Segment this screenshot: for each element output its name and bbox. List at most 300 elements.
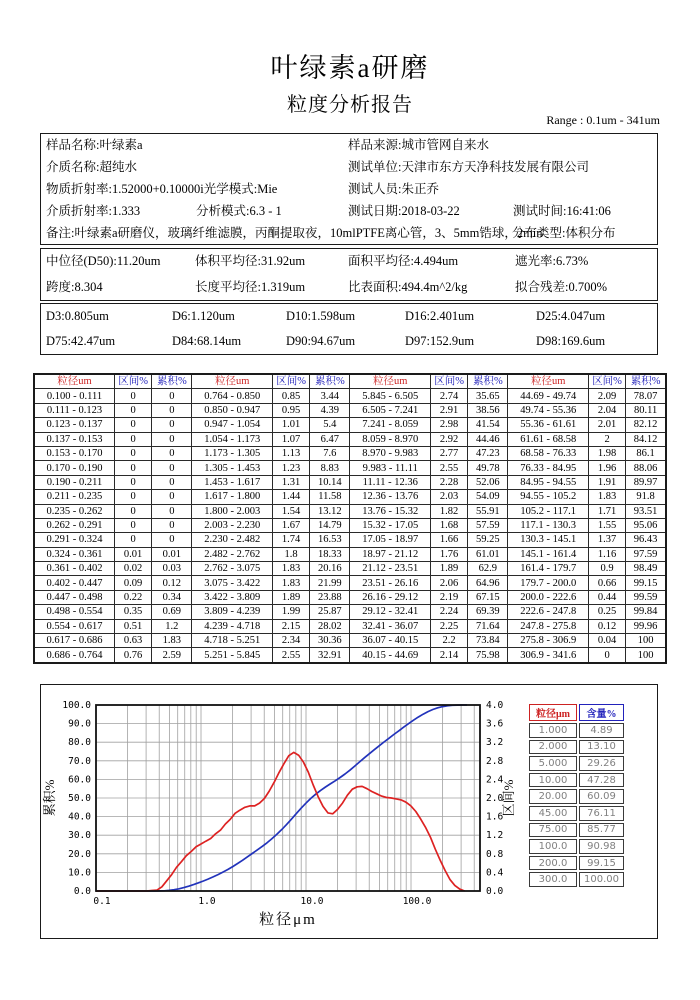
- table-cell: 5.4: [310, 418, 350, 432]
- table-cell: 0.235 - 0.262: [34, 504, 115, 518]
- table-cell: 2.28: [430, 475, 467, 489]
- table-row: [34, 619, 666, 633]
- y-left-tick-label: 100.0: [62, 700, 91, 711]
- table-cell: 1.8: [272, 547, 309, 561]
- table-cell: 0.25: [588, 605, 625, 619]
- table-cell: 1.98: [588, 446, 625, 460]
- table-cell: 99.59: [626, 590, 666, 604]
- x-axis-title: 粒径μm: [259, 912, 317, 928]
- table-cell: 2.74: [430, 389, 467, 403]
- table-cell: 44.46: [468, 432, 508, 446]
- table-cell: 4.39: [310, 403, 350, 417]
- table-cell: 52.06: [468, 475, 508, 489]
- table-row: [34, 590, 666, 604]
- table-cell: 1.83: [152, 634, 192, 648]
- table-cell: 0.95: [272, 403, 309, 417]
- table-cell: 14.79: [310, 518, 350, 532]
- summary-row: [529, 789, 624, 804]
- summary-cell: 20.00: [529, 789, 577, 804]
- table-cell: 12.36 - 13.76: [350, 490, 431, 504]
- table-cell: 21.12 - 23.51: [350, 562, 431, 576]
- summary-cell: 10.00: [529, 773, 577, 788]
- field-value: 测试日期:2018-03-22: [348, 204, 460, 218]
- table-row: [34, 403, 666, 417]
- table-cell: 94.55 - 105.2: [508, 490, 589, 504]
- y-right-axis-title: 区间%: [501, 779, 516, 817]
- table-cell: 0.170 - 0.190: [34, 461, 115, 475]
- summary-row: [529, 856, 624, 871]
- field-value: D84:68.14um: [172, 334, 242, 348]
- table-cell: 1.800 - 2.003: [192, 504, 273, 518]
- table-cell: 2.230 - 2.482: [192, 533, 273, 547]
- table-cell: 38.56: [468, 403, 508, 417]
- table-cell: 1.91: [588, 475, 625, 489]
- table-cell: 0: [152, 432, 192, 446]
- y-left-tick-label: 10.0: [68, 867, 91, 879]
- table-cell: 3.809 - 4.239: [192, 605, 273, 619]
- table-cell: 82.12: [626, 418, 666, 432]
- table-cell: 2.59: [152, 648, 192, 663]
- y-right-tick-label: 2.8: [486, 755, 504, 767]
- table-cell: 98.49: [626, 562, 666, 576]
- table-cell: 1.71: [588, 504, 625, 518]
- table-cell: 0.09: [115, 576, 152, 590]
- table-cell: 0.12: [152, 576, 192, 590]
- table-cell: 0.12: [588, 619, 625, 633]
- table-cell: 2.2: [430, 634, 467, 648]
- field-value: D98:169.6um: [536, 334, 606, 348]
- report-subtitle: 粒度分析报告: [287, 94, 413, 116]
- summary-row: [529, 872, 624, 887]
- table-cell: 1.44: [272, 490, 309, 504]
- table-cell: 0: [115, 518, 152, 532]
- table-cell: 9.983 - 11.11: [350, 461, 431, 475]
- table-cell: 0.100 - 0.111: [34, 389, 115, 403]
- field-row: [41, 249, 657, 275]
- table-cell: 0.02: [115, 562, 152, 576]
- table-cell: 8.059 - 8.970: [350, 432, 431, 446]
- table-cell: 2.14: [430, 648, 467, 663]
- summary-cell: 100.00: [579, 872, 624, 887]
- table-cell: 0.34: [152, 590, 192, 604]
- table-cell: 0.76: [115, 648, 152, 663]
- table-cell: 1.89: [272, 590, 309, 604]
- table-cell: 2.25: [430, 619, 467, 633]
- table-cell: 2.04: [588, 403, 625, 417]
- table-cell: 0.9: [588, 562, 625, 576]
- table-cell: 0.85: [272, 389, 309, 403]
- table-cell: 2.482 - 2.762: [192, 547, 273, 561]
- summary-cell: 76.11: [579, 806, 624, 821]
- field-value: D90:94.67um: [286, 334, 356, 348]
- x-tick-label: 100.0: [402, 896, 432, 907]
- summary-row: [529, 723, 624, 738]
- table-cell: 8.970 - 9.983: [350, 446, 431, 460]
- table-row: [34, 446, 666, 460]
- y-right-tick-label: 0.0: [486, 886, 504, 897]
- table-cell: 49.78: [468, 461, 508, 475]
- table-cell: 32.91: [310, 648, 350, 663]
- table-cell: 1.83: [272, 562, 309, 576]
- table-row: [34, 634, 666, 648]
- table-cell: 13.76 - 15.32: [350, 504, 431, 518]
- table-cell: 0: [115, 533, 152, 547]
- field-row: [41, 200, 657, 222]
- table-cell: 1.01: [272, 418, 309, 432]
- y-left-tick-label: 20.0: [68, 848, 91, 860]
- table-cell: 2.77: [430, 446, 467, 460]
- table-cell: 59.25: [468, 533, 508, 547]
- table-cell: 1.66: [430, 533, 467, 547]
- table-cell: 0: [152, 490, 192, 504]
- table-cell: 222.6 - 247.8: [508, 605, 589, 619]
- field-value: 分析模式:6.3 - 1: [196, 204, 282, 218]
- table-cell: 30.36: [310, 634, 350, 648]
- distribution-table: [33, 373, 667, 664]
- table-cell: 161.4 - 179.7: [508, 562, 589, 576]
- summary-cell: 13.10: [579, 740, 624, 755]
- y-left-tick-label: 60.0: [68, 774, 91, 786]
- table-cell: 2.06: [430, 576, 467, 590]
- table-cell: 20.16: [310, 562, 350, 576]
- table-cell: 0.211 - 0.235: [34, 490, 115, 504]
- table-cell: 0: [115, 403, 152, 417]
- field-value: 分布类型:体积分布: [512, 226, 616, 240]
- x-tick-label: 1.0: [198, 896, 216, 907]
- table-cell: 15.32 - 17.05: [350, 518, 431, 532]
- table-cell: 16.53: [310, 533, 350, 547]
- table-cell: 2.24: [430, 605, 467, 619]
- table-cell: 0.01: [152, 547, 192, 561]
- report-title: 叶绿素a研磨: [270, 53, 430, 83]
- sample-info-panel: [40, 133, 658, 245]
- table-cell: 23.51 - 26.16: [350, 576, 431, 590]
- table-cell: 0: [115, 432, 152, 446]
- percentile-panel: [40, 303, 658, 355]
- y-left-axis-title: 累积%: [42, 779, 57, 817]
- table-row: [34, 648, 666, 663]
- table-row: [34, 547, 666, 561]
- table-cell: 0.764 - 0.850: [192, 389, 273, 403]
- table-cell: 0: [588, 648, 625, 663]
- field-value: 面积平均径:4.494um: [348, 254, 459, 268]
- field-value: 样品名称:叶绿素a: [46, 138, 143, 152]
- y-right-tick-label: 0.8: [486, 848, 504, 860]
- table-cell: 47.23: [468, 446, 508, 460]
- y-right-tick-label: 3.2: [486, 737, 504, 749]
- table-row: [34, 576, 666, 590]
- field-row: [41, 222, 657, 244]
- table-cell: 0: [115, 504, 152, 518]
- table-cell: 0: [115, 389, 152, 403]
- column-header-cumulative: 累积%: [468, 374, 508, 389]
- table-cell: 0: [115, 418, 152, 432]
- table-cell: 99.15: [626, 576, 666, 590]
- table-cell: 68.58 - 76.33: [508, 446, 589, 460]
- summary-cell: 75.00: [529, 823, 577, 838]
- field-value: 测试单位:天津市东方天净科技发展有限公司: [348, 160, 589, 174]
- table-cell: 32.41 - 36.07: [350, 619, 431, 633]
- y-left-tick-label: 40.0: [68, 811, 91, 823]
- table-cell: 97.59: [626, 547, 666, 561]
- table-cell: 84.12: [626, 432, 666, 446]
- table-row: [34, 418, 666, 432]
- table-cell: 0.498 - 0.554: [34, 605, 115, 619]
- table-cell: 26.16 - 29.12: [350, 590, 431, 604]
- table-cell: 179.7 - 200.0: [508, 576, 589, 590]
- table-cell: 3.422 - 3.809: [192, 590, 273, 604]
- summary-cell: 45.00: [529, 806, 577, 821]
- summary-cell: 300.0: [529, 872, 577, 887]
- field-value: D75:42.47um: [46, 334, 116, 348]
- table-cell: 93.51: [626, 504, 666, 518]
- table-row: [34, 432, 666, 446]
- summary-header: 粒径μm: [529, 704, 577, 721]
- table-cell: 2.762 - 3.075: [192, 562, 273, 576]
- column-header-size: 粒径um: [350, 374, 431, 389]
- table-row: [34, 562, 666, 576]
- y-right-tick-label: 3.6: [486, 718, 504, 730]
- table-cell: 100: [626, 634, 666, 648]
- table-cell: 1.76: [430, 547, 467, 561]
- column-header-interval: 区间%: [272, 374, 309, 389]
- field-value: 拟合残差:0.700%: [515, 279, 608, 294]
- field-value: D10:1.598um: [286, 309, 356, 323]
- table-cell: 84.95 - 94.55: [508, 475, 589, 489]
- summary-row: [529, 839, 624, 854]
- summary-header: 含量%: [579, 704, 624, 721]
- table-cell: 0: [115, 446, 152, 460]
- summary-cell: 4.89: [579, 723, 624, 738]
- field-value: D6:1.120um: [172, 309, 235, 323]
- table-cell: 2.55: [430, 461, 467, 475]
- table-cell: 0.617 - 0.686: [34, 634, 115, 648]
- table-cell: 1.67: [272, 518, 309, 532]
- table-cell: 54.09: [468, 490, 508, 504]
- column-header-cumulative: 累积%: [310, 374, 350, 389]
- y-right-tick-label: 2.0: [486, 793, 504, 804]
- table-cell: 2.003 - 2.230: [192, 518, 273, 532]
- table-cell: 275.8 - 306.9: [508, 634, 589, 648]
- range-label: Range : 0.1um - 341um: [546, 113, 660, 127]
- table-cell: 80.11: [626, 403, 666, 417]
- chart-panel: [40, 684, 658, 939]
- table-cell: 0.22: [115, 590, 152, 604]
- summary-cell: 85.77: [579, 823, 624, 838]
- table-cell: 0.111 - 0.123: [34, 403, 115, 417]
- table-cell: 86.1: [626, 446, 666, 460]
- table-cell: 1.305 - 1.453: [192, 461, 273, 475]
- table-cell: 1.2: [152, 619, 192, 633]
- table-cell: 1.37: [588, 533, 625, 547]
- summary-cell: 200.0: [529, 856, 577, 871]
- table-cell: 306.9 - 341.6: [508, 648, 589, 663]
- table-cell: 61.61 - 68.58: [508, 432, 589, 446]
- summary-cell: 29.26: [579, 756, 624, 771]
- field-value: 长度平均径:1.319um: [195, 279, 306, 294]
- table-cell: 35.65: [468, 389, 508, 403]
- table-cell: 1.83: [272, 576, 309, 590]
- summary-cell: 1.000: [529, 723, 577, 738]
- table-cell: 2: [588, 432, 625, 446]
- table-cell: 0.51: [115, 619, 152, 633]
- summary-cell: 47.28: [579, 773, 624, 788]
- table-cell: 2.34: [272, 634, 309, 648]
- table-row: [34, 518, 666, 532]
- y-right-tick-label: 1.2: [486, 830, 504, 842]
- column-header-interval: 区间%: [115, 374, 152, 389]
- table-cell: 1.054 - 1.173: [192, 432, 273, 446]
- table-cell: 55.36 - 61.61: [508, 418, 589, 432]
- table-cell: 100: [626, 648, 666, 663]
- field-value: 物质折射率:1.52000+0.10000i: [46, 182, 204, 196]
- table-cell: 73.84: [468, 634, 508, 648]
- summary-row: [529, 740, 624, 755]
- field-value: 介质名称:超纯水: [46, 160, 137, 174]
- table-cell: 0: [115, 461, 152, 475]
- table-cell: 7.241 - 8.059: [350, 418, 431, 432]
- column-header-size: 粒径um: [34, 374, 115, 389]
- table-cell: 95.06: [626, 518, 666, 532]
- summary-row: [529, 823, 624, 838]
- table-cell: 2.15: [272, 619, 309, 633]
- table-cell: 0: [152, 418, 192, 432]
- table-cell: 0: [152, 461, 192, 475]
- table-cell: 0.402 - 0.447: [34, 576, 115, 590]
- table-cell: 7.6: [310, 446, 350, 460]
- field-value: 体积平均径:31.92um: [195, 254, 306, 268]
- table-cell: 4.239 - 4.718: [192, 619, 273, 633]
- x-tick-label: 0.1: [93, 896, 111, 907]
- table-cell: 0.69: [152, 605, 192, 619]
- table-cell: 0.447 - 0.498: [34, 590, 115, 604]
- y-left-tick-label: 0.0: [73, 886, 91, 897]
- table-cell: 10.14: [310, 475, 350, 489]
- table-cell: 0: [152, 533, 192, 547]
- table-row: [34, 490, 666, 504]
- table-cell: 64.96: [468, 576, 508, 590]
- y-right-tick-label: 2.4: [486, 774, 504, 786]
- table-cell: 1.55: [588, 518, 625, 532]
- field-value: 测试时间:16:41:06: [513, 204, 611, 218]
- summary-cell: 5.000: [529, 756, 577, 771]
- table-cell: 18.97 - 21.12: [350, 547, 431, 561]
- table-cell: 0.262 - 0.291: [34, 518, 115, 532]
- field-row: [41, 275, 657, 301]
- field-value: 比表面积:494.4m^2/kg: [348, 279, 468, 294]
- table-cell: 6.505 - 7.241: [350, 403, 431, 417]
- table-cell: 0.324 - 0.361: [34, 547, 115, 561]
- table-cell: 0.123 - 0.137: [34, 418, 115, 432]
- table-cell: 0: [152, 475, 192, 489]
- table-cell: 36.07 - 40.15: [350, 634, 431, 648]
- table-cell: 21.99: [310, 576, 350, 590]
- table-cell: 0.04: [588, 634, 625, 648]
- summary-table: [527, 702, 626, 889]
- table-cell: 96.43: [626, 533, 666, 547]
- table-cell: 1.82: [430, 504, 467, 518]
- table-cell: 3.075 - 3.422: [192, 576, 273, 590]
- table-cell: 67.15: [468, 590, 508, 604]
- column-header-size: 粒径um: [508, 374, 589, 389]
- y-right-tick-label: 1.6: [486, 811, 504, 823]
- table-cell: 0: [152, 446, 192, 460]
- table-cell: 2.92: [430, 432, 467, 446]
- field-value: 介质折射率:1.333: [46, 204, 141, 218]
- table-cell: 1.23: [272, 461, 309, 475]
- summary-cell: 90.98: [579, 839, 624, 854]
- field-row: [41, 178, 657, 200]
- table-cell: 130.3 - 145.1: [508, 533, 589, 547]
- column-header-cumulative: 累积%: [152, 374, 192, 389]
- field-value: 样品来源:城市管网自来水: [348, 138, 489, 152]
- summary-row: [529, 756, 624, 771]
- table-cell: 0: [152, 518, 192, 532]
- table-cell: 4.718 - 5.251: [192, 634, 273, 648]
- y-left-tick-label: 70.0: [68, 755, 91, 767]
- table-cell: 1.16: [588, 547, 625, 561]
- table-cell: 25.87: [310, 605, 350, 619]
- table-cell: 0.35: [115, 605, 152, 619]
- table-cell: 247.8 - 275.8: [508, 619, 589, 633]
- statistics-panel: [40, 248, 658, 301]
- column-header-size: 粒径um: [192, 374, 273, 389]
- field-value: 测试人员:朱正乔: [348, 182, 439, 196]
- table-cell: 88.06: [626, 461, 666, 475]
- table-cell: 78.07: [626, 389, 666, 403]
- y-left-tick-label: 80.0: [68, 737, 91, 749]
- table-cell: 75.98: [468, 648, 508, 663]
- table-cell: 0: [152, 389, 192, 403]
- table-cell: 0: [115, 490, 152, 504]
- table-cell: 0.66: [588, 576, 625, 590]
- y-right-tick-label: 0.4: [486, 867, 504, 879]
- table-cell: 71.64: [468, 619, 508, 633]
- summary-cell: 100.0: [529, 839, 577, 854]
- table-cell: 2.01: [588, 418, 625, 432]
- table-cell: 89.97: [626, 475, 666, 489]
- summary-row: [529, 773, 624, 788]
- table-cell: 69.39: [468, 605, 508, 619]
- table-cell: 0.190 - 0.211: [34, 475, 115, 489]
- table-cell: 1.99: [272, 605, 309, 619]
- table-cell: 1.89: [430, 562, 467, 576]
- field-row: [41, 134, 657, 156]
- table-cell: 1.31: [272, 475, 309, 489]
- x-tick-label: 10.0: [300, 896, 324, 907]
- table-cell: 0.153 - 0.170: [34, 446, 115, 460]
- table-cell: 2.19: [430, 590, 467, 604]
- table-cell: 28.02: [310, 619, 350, 633]
- table-cell: 1.453 - 1.617: [192, 475, 273, 489]
- table-cell: 2.03: [430, 490, 467, 504]
- table-cell: 1.96: [588, 461, 625, 475]
- summary-cell: 99.15: [579, 856, 624, 871]
- table-cell: 0.137 - 0.153: [34, 432, 115, 446]
- field-value: D97:152.9um: [405, 334, 475, 348]
- table-cell: 145.1 - 161.4: [508, 547, 589, 561]
- table-cell: 62.9: [468, 562, 508, 576]
- table-cell: 44.69 - 49.74: [508, 389, 589, 403]
- table-cell: 40.15 - 44.69: [350, 648, 431, 663]
- table-cell: 6.47: [310, 432, 350, 446]
- table-row: [34, 504, 666, 518]
- table-cell: 1.83: [588, 490, 625, 504]
- table-cell: 0.947 - 1.054: [192, 418, 273, 432]
- interval-curve: [96, 752, 465, 891]
- table-cell: 1.54: [272, 504, 309, 518]
- table-cell: 23.88: [310, 590, 350, 604]
